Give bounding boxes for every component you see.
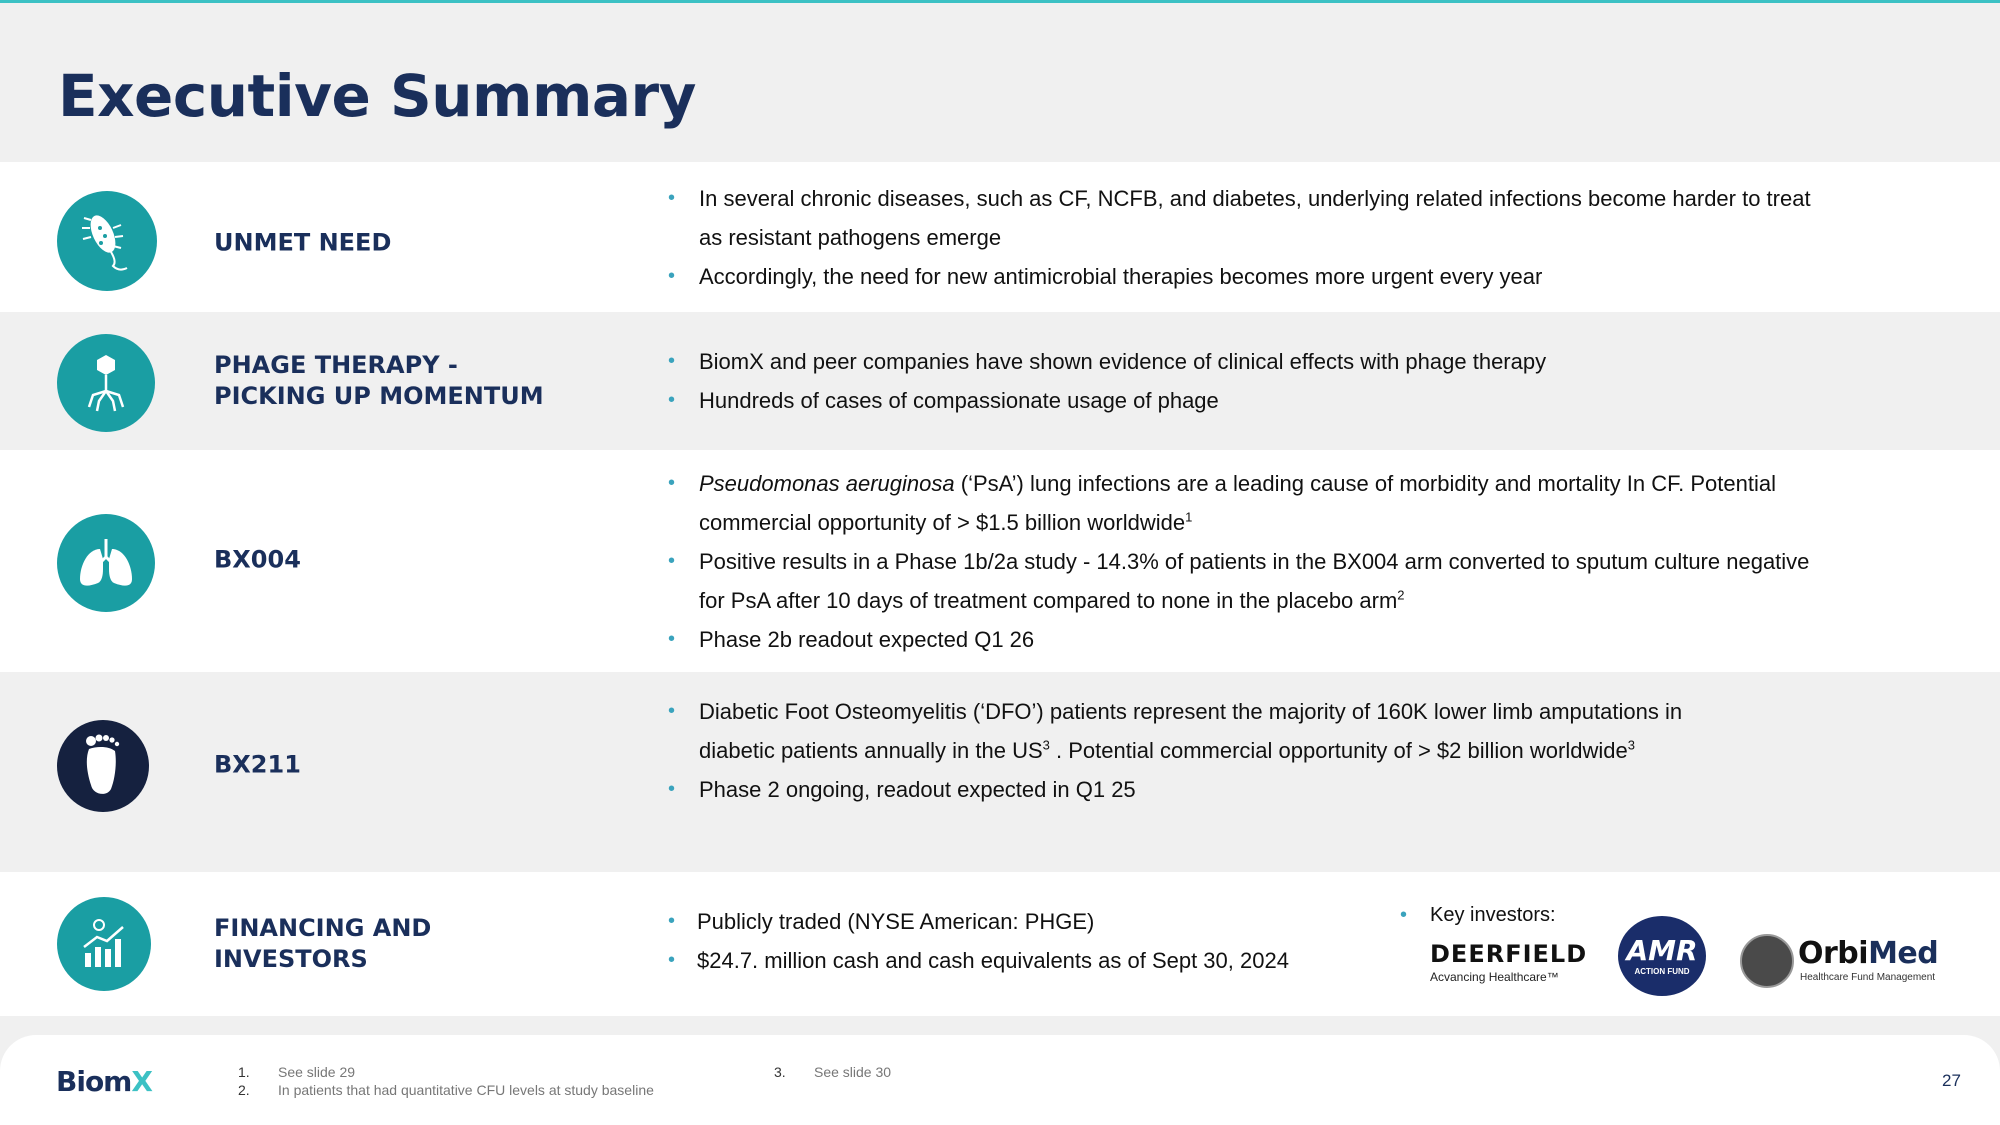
lungs-icon xyxy=(57,514,155,612)
bullet-list xyxy=(668,902,1368,980)
bullet-list xyxy=(668,464,1818,659)
footer xyxy=(0,1035,2000,1125)
bullet-item: • Publicly traded (NYSE American: PHGE) xyxy=(668,902,1368,941)
section-label: BX211 xyxy=(214,750,301,779)
deerfield-logo: DEERFIELD Acvancing Healthcare™ xyxy=(1430,940,1588,984)
bullet-item: • Positive results in a Phase 1b/2a study - 14.3% of patients in the BX004 arm converted to sputum culture negative for PsA after 10 days of treatment compared to none in the placebo arm$^2$ xyxy=(668,542,1818,620)
bullet-list xyxy=(668,692,1708,809)
section-phage-therapy xyxy=(0,312,2000,450)
bullet-item: • BiomX and peer companies have shown evidence of clinical effects with phage therapy xyxy=(668,342,1818,381)
section-bx211 xyxy=(0,672,2000,872)
bullet-list xyxy=(668,179,1818,296)
foot-icon xyxy=(57,720,149,812)
page-title: Executive Summary xyxy=(58,62,696,130)
finance-chart-icon xyxy=(57,897,151,991)
phage-icon xyxy=(57,334,155,432)
footnote: 3. See slide 30 xyxy=(774,1064,892,1080)
biomx-logo: BiomX xyxy=(56,1065,152,1098)
bullet-item: • Diabetic Foot Osteomyelitis (‘DFO’) patients represent the majority of 160K lower limb amputations in diabetic patients annually in the $US^3$ . Potential commercial opportunity of > $2 billion worldwide$^3$ xyxy=(668,692,1708,770)
orbimed-seal-icon xyxy=(1740,934,1794,988)
bullet-item: • Hundreds of cases of compassionate usage of phage xyxy=(668,381,1818,420)
bullet-item: • Accordingly, the need for new antimicrobial therapies becomes more urgent every year xyxy=(668,257,1818,296)
top-accent-line xyxy=(0,0,2000,3)
amr-action-fund-logo: AMR ACTION FUND xyxy=(1618,916,1706,996)
bullet-item: • Phase 2b readout expected Q1 26 xyxy=(668,620,1818,659)
footnote: 1. See slide 29 xyxy=(238,1064,356,1080)
bacteria-icon xyxy=(57,191,157,291)
orbimed-logo: OrbiMed Healthcare Fund Management xyxy=(1740,932,1950,988)
section-label: FINANCING AND INVESTORS xyxy=(214,914,432,973)
bullet-item: • $24.7. million cash and cash equivalents as of Sept 30, 2024 xyxy=(668,941,1368,980)
footnote: 2. In patients that had quantitative CFU levels at study baseline xyxy=(238,1082,654,1098)
page-number: 27 xyxy=(1942,1071,1961,1090)
section-bx004 xyxy=(0,450,2000,672)
bullet-item: • Pseudomonas aeruginosa (‘PsA’) lung infections are a leading cause of morbidity and mortality In CF. Potential commercial opportunity of > $1.5 billion worldwide$^1$ xyxy=(668,464,1818,542)
bullet-item: • Phase 2 ongoing, readout expected in Q1 25 xyxy=(668,770,1708,809)
bullet-item: • In several chronic diseases, such as CF, NCFB, and diabetes, underlying related infections become harder to treat as resistant pathogens emerge xyxy=(668,179,1818,257)
bullet-list xyxy=(668,342,1818,420)
section-label: UNMET NEED xyxy=(214,228,392,257)
section-unmet-need xyxy=(0,162,2000,312)
key-investors-label: • Key investors: xyxy=(1400,904,1556,927)
section-label: BX004 xyxy=(214,545,301,574)
section-label: PHAGE THERAPY - PICKING UP MOMENTUM xyxy=(214,351,544,410)
